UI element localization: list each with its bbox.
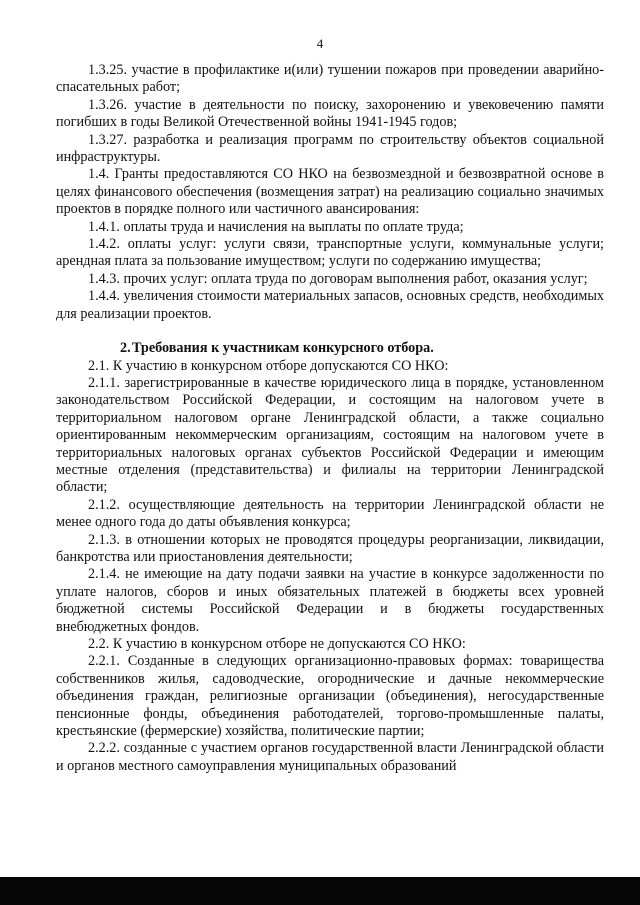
- document-body: [56, 62, 604, 775]
- paragraph-1-4-3: 1.4.3. прочих услуг: оплата труда по договорам выполнения работ, оказания услуг;: [88, 270, 588, 287]
- paragraph-2-1-4: 2.1.4. не имеющие на дату подачи заявки на участие в конкурсе задолженности по уплате налогов, сборов и иных обязательных платежей в бюджеты всех уровней бюджетной системы Российской Федерации и в бюджеты государственных внебюджетных фондов.: [56, 566, 604, 635]
- scan-bottom-edge: [0, 877, 640, 905]
- paragraph-1-4-1: 1.4.1. оплаты труда и начисления на выплаты по оплате труда;: [88, 218, 464, 235]
- paragraph-2-1-2: 2.1.2. осуществляющие деятельность на территории Ленинградской области не менее одного года до даты объявления конкурса;: [56, 496, 604, 531]
- paragraph-1-3-25: 1.3.25. участие в профилактике и(или) тушении пожаров при проведении аварийно-спасательных работ;: [56, 62, 604, 96]
- paragraph-2-1-1: 2.1.1. зарегистрированные в качестве юридического лица в порядке, установленном законодательством Российской Федерации, и состоящим на налоговом учете в территориальном налоговом органе Ленинградской области, а также социально ориентированным некоммерческим организациям, состоящим на налоговом учете в территориальных налоговых органах субъектов Российской Федерации и имеющим местные отделения (представительства) и филиалы на территории Ленинградской области;: [56, 374, 604, 496]
- section-2-heading: [56, 340, 604, 357]
- page-number: 4: [316, 36, 324, 51]
- paragraph-2-2: 2.2. К участию в конкурсном отборе не допускаются СО НКО:: [88, 636, 466, 652]
- section-2-number: 2.: [120, 340, 131, 357]
- paragraph-1-3-27: 1.3.27. разработка и реализация программ по строительству объектов социальной инфраструктуры.: [56, 131, 604, 166]
- paragraph-1-4-2: 1.4.2. оплаты услуг: услуги связи, транспортные услуги, коммунальные услуги; арендная плата за пользование имуществом; услуги по содержанию имущества;: [56, 236, 604, 270]
- paragraph-1-3-26: 1.3.26. участие в деятельности по поиску, захоронению и увековечению памяти погибших в годы Великой Отечественной войны 1941-1945 годов;: [56, 96, 604, 131]
- paragraph-2-2-1: 2.2.1. Созданные в следующих организационно-правовых формах: товарищества собственников жилья, садоводческие, огороднические и дачные некоммерческие объединения граждан, религиозные организации (объединения), негосударственные пенсионные фонды, объединения работодателей, торгово-промышленные палаты, крестьянские (фермерские) хозяйства, политические партии;: [56, 653, 604, 740]
- paragraph-1-4-4: 1.4.4. увеличения стоимости материальных запасов, основных средств, необходимых для реализации проектов.: [56, 288, 604, 322]
- paragraph-1-4: 1.4. Гранты предоставляются СО НКО на безвозмездной и безвозвратной основе в целях финансового обеспечения (возмещения затрат) на реализацию социально значимых проектов в порядке полного или частичного авансирования:: [56, 166, 604, 218]
- paragraph-2-1: 2.1. К участию в конкурсном отборе допускаются СО НКО:: [88, 357, 449, 374]
- paragraph-2-1-3: 2.1.3. в отношении которых не проводятся процедуры реорганизации, ликвидации, банкротства или приостановления деятельности;: [56, 531, 604, 565]
- section-2-title: Требования к участникам конкурсного отбора.: [132, 340, 434, 357]
- paragraph-2-2-2: 2.2.2. созданные с участием органов государственной власти Ленинградской области и органов местного самоуправления муниципальных образований: [56, 740, 604, 774]
